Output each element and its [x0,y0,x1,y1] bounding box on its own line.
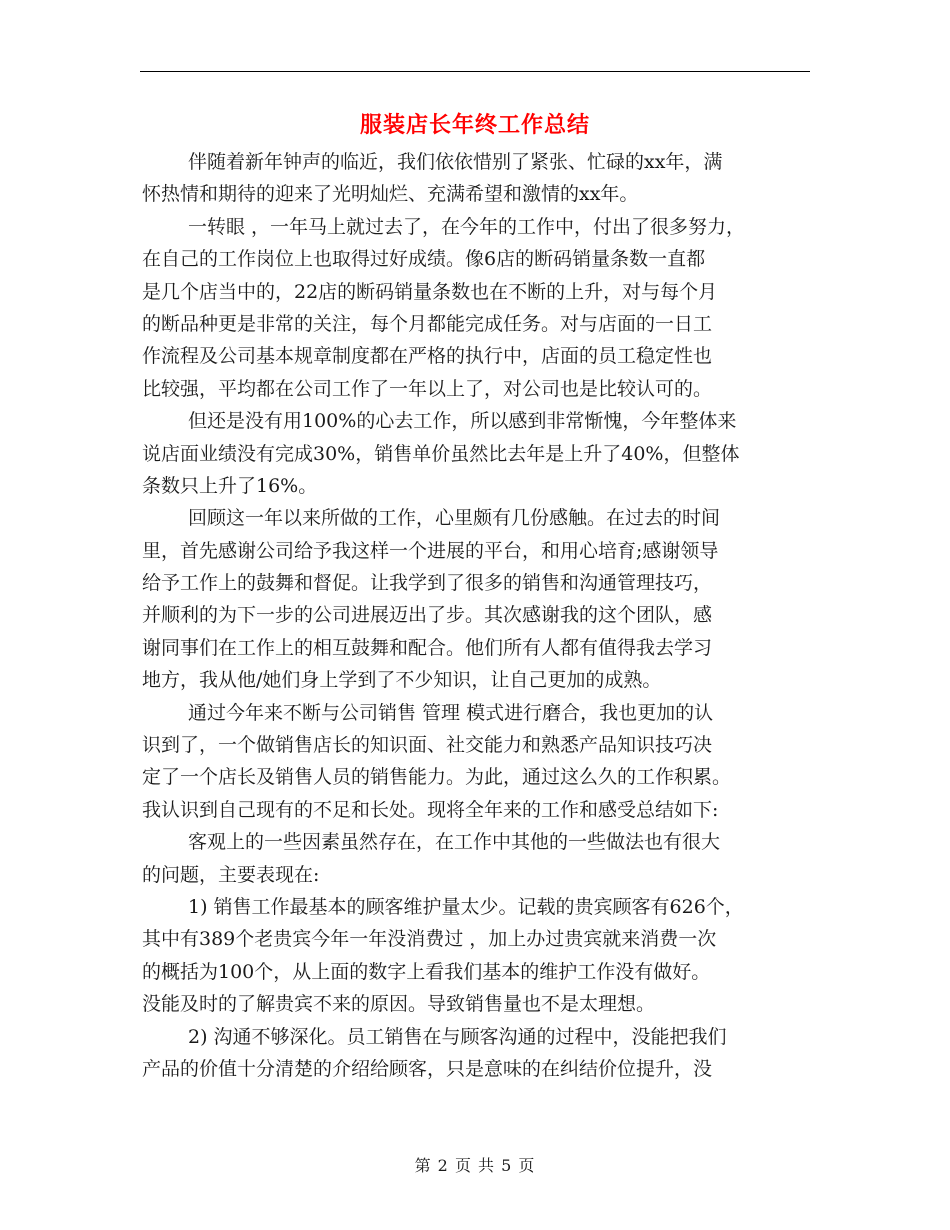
text-line: 说店面业绩没有完成30%，销售单价虽然比去年是上升了40%，但整体 [142,442,740,465]
text-line: 是几个店当中的，22店的断码销量条数也在不断的上升，对与每个月 [142,280,718,303]
text-line: 2) 沟通不够深化。员工销售在与顾客沟通的过程中，没能把我们 [188,1025,727,1048]
text-line: 作流程及公司基本规章制度都在严格的执行中，店面的员工稳定性也 [142,345,713,368]
text-line: 1) 销售工作最基本的顾客维护量太少。记载的贵宾顾客有626个， [188,895,744,918]
text-line: 怀热情和期待的迎来了光明灿烂、充满希望和激情的xx年。 [142,183,639,206]
text-line: 识到了，一个做销售店长的知识面、社交能力和熟悉产品知识技巧决 [142,734,713,757]
text-line: 回顾这一年以来所做的工作，心里颇有几份感触。在过去的时间 [188,507,721,530]
text-line: 的问题，主要表现在: [142,863,320,886]
text-line: 并顺利的为下一步的公司进展迈出了步。其次感谢我的这个团队，感 [142,604,713,627]
page-title: 服装店长年终工作总结 [359,112,590,138]
text-line: 地方，我从他/她们身上学到了不少知识，让自己更加的成熟。 [142,669,662,692]
text-line: 客观上的一些因素虽然存在，在工作中其他的一些做法也有很大 [188,831,721,854]
text-line: 但还是没有用100%的心去工作，所以感到非常惭愧，今年整体来 [188,410,737,433]
text-line: 通过今年来不断与公司销售 管理 模式进行磨合，我也更加的认 [188,701,714,724]
text-line: 定了一个店长及销售人员的销售能力。为此，通过这么久的工作积累。 [142,766,732,789]
text-line: 给予工作上的鼓舞和督促。让我学到了很多的销售和沟通管理技巧， [142,572,713,595]
page-footer: 第 2 页 共 5 页 [414,1156,536,1175]
text-line: 我认识到自己现有的不足和长处。现将全年来的工作和感受总结如下: [142,798,719,821]
text-line: 产品的价值十分清楚的介绍给顾客，只是意味的在纠结价位提升，没 [142,1057,713,1080]
text-line: 谢同事们在工作上的相互鼓舞和配合。他们所有人都有值得我去学习 [142,636,713,659]
text-line: 条数只上升了16%。 [142,474,318,497]
text-line: 伴随着新年钟声的临近，我们依依惜别了紧张、忙碌的xx年，满 [188,151,723,173]
text-line: 没能及时的了解贵宾不来的原因。导致销售量也不是太理想。 [142,993,656,1016]
document-body [142,146,812,1085]
text-line: 其中有389个老贵宾今年一年没消费过 ，加上办过贵宾就来消费一次 [142,928,717,951]
text-line: 的概括为100个，从上面的数字上看我们基本的维护工作没有做好。 [142,960,711,983]
text-line: 一转眼 ，一年马上就过去了，在今年的工作中，付出了很多努力， [188,215,746,238]
text-line: 里，首先感谢公司给予我这样一个进展的平台，和用心培育;感谢领导 [142,539,719,562]
text-line: 在自己的工作岗位上也取得过好成绩。像6店的断码销量条数一直都 [142,248,706,271]
text-line: 的断品种更是非常的关注，每个月都能完成任务。对与店面的一日工 [142,312,713,335]
header-rule [140,71,810,72]
text-line: 比较强，平均都在公司工作了一年以上了，对公司也是比较认可的。 [142,377,713,400]
